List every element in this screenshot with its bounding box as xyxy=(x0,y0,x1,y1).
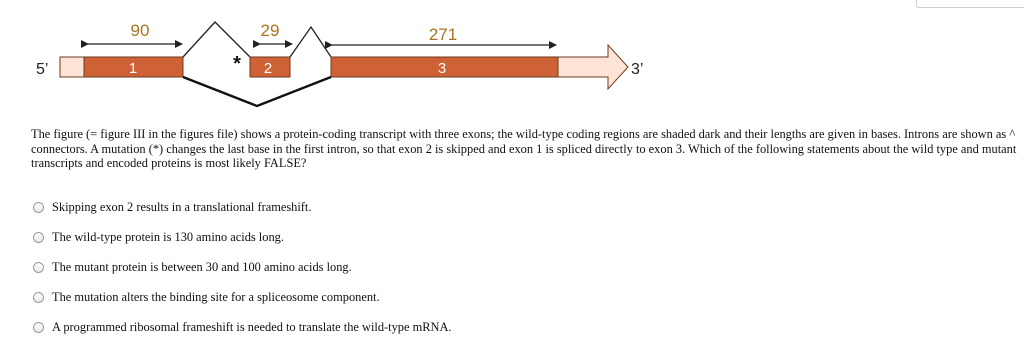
answer-option-1-label: Skipping exon 2 results in a translational frameshift. xyxy=(52,199,312,214)
answer-option-5-label: A programmed ribosomal frameshift is needed to translate the wild-type mRNA. xyxy=(52,319,452,334)
answer-options xyxy=(33,192,452,342)
radio-button-icon[interactable] xyxy=(33,232,44,243)
three-prime-utr-arrow xyxy=(558,45,628,89)
transcript-diagram xyxy=(0,0,1024,120)
answer-option-2-label: The wild-type protein is 130 amino acids long. xyxy=(52,229,284,244)
exon-3-label: 3 xyxy=(437,60,447,77)
radio-button-icon[interactable] xyxy=(33,262,44,273)
answer-option-2[interactable] xyxy=(33,222,452,252)
exon3-length-label: 271 xyxy=(428,25,458,44)
exon-1-label: 1 xyxy=(128,60,138,77)
intron-1-connector xyxy=(183,22,250,57)
answer-option-5[interactable] xyxy=(33,312,452,342)
radio-button-icon[interactable] xyxy=(33,202,44,213)
answer-option-3[interactable] xyxy=(33,252,452,282)
answer-option-4-label: The mutation alters the binding site for a spliceosome component. xyxy=(52,289,380,304)
answer-option-4[interactable] xyxy=(33,282,452,312)
mutation-marker: * xyxy=(233,53,241,75)
five-prime-utr xyxy=(60,57,84,77)
question-text: The figure (= figure III in the figures file) shows a protein-coding transcript with three exons; the wild-type coding regions are shaded dark and their lengths are given in bases. Introns are shown as ^ connectors. A mutation (*) changes the last base in the first intron, so that exon 2 is skipped and exon 1 is spliced directly to exon 3. Which of the following statements about the wild type and mutant transcripts and encoded proteins is most likely FALSE? xyxy=(31,127,1017,170)
three-prime-label: 3’ xyxy=(631,61,644,78)
radio-button-icon[interactable] xyxy=(33,292,44,303)
intron-2-connector xyxy=(290,27,331,57)
answer-option-1[interactable] xyxy=(33,192,452,222)
exon1-length-label: 90 xyxy=(130,21,150,40)
exon2-length-label: 29 xyxy=(260,21,280,40)
exon-skip-splice-connector xyxy=(183,77,331,106)
five-prime-label: 5’ xyxy=(36,61,49,78)
answer-option-3-label: The mutant protein is between 30 and 100 amino acids long. xyxy=(52,259,352,274)
exon-2-label: 2 xyxy=(263,60,273,77)
